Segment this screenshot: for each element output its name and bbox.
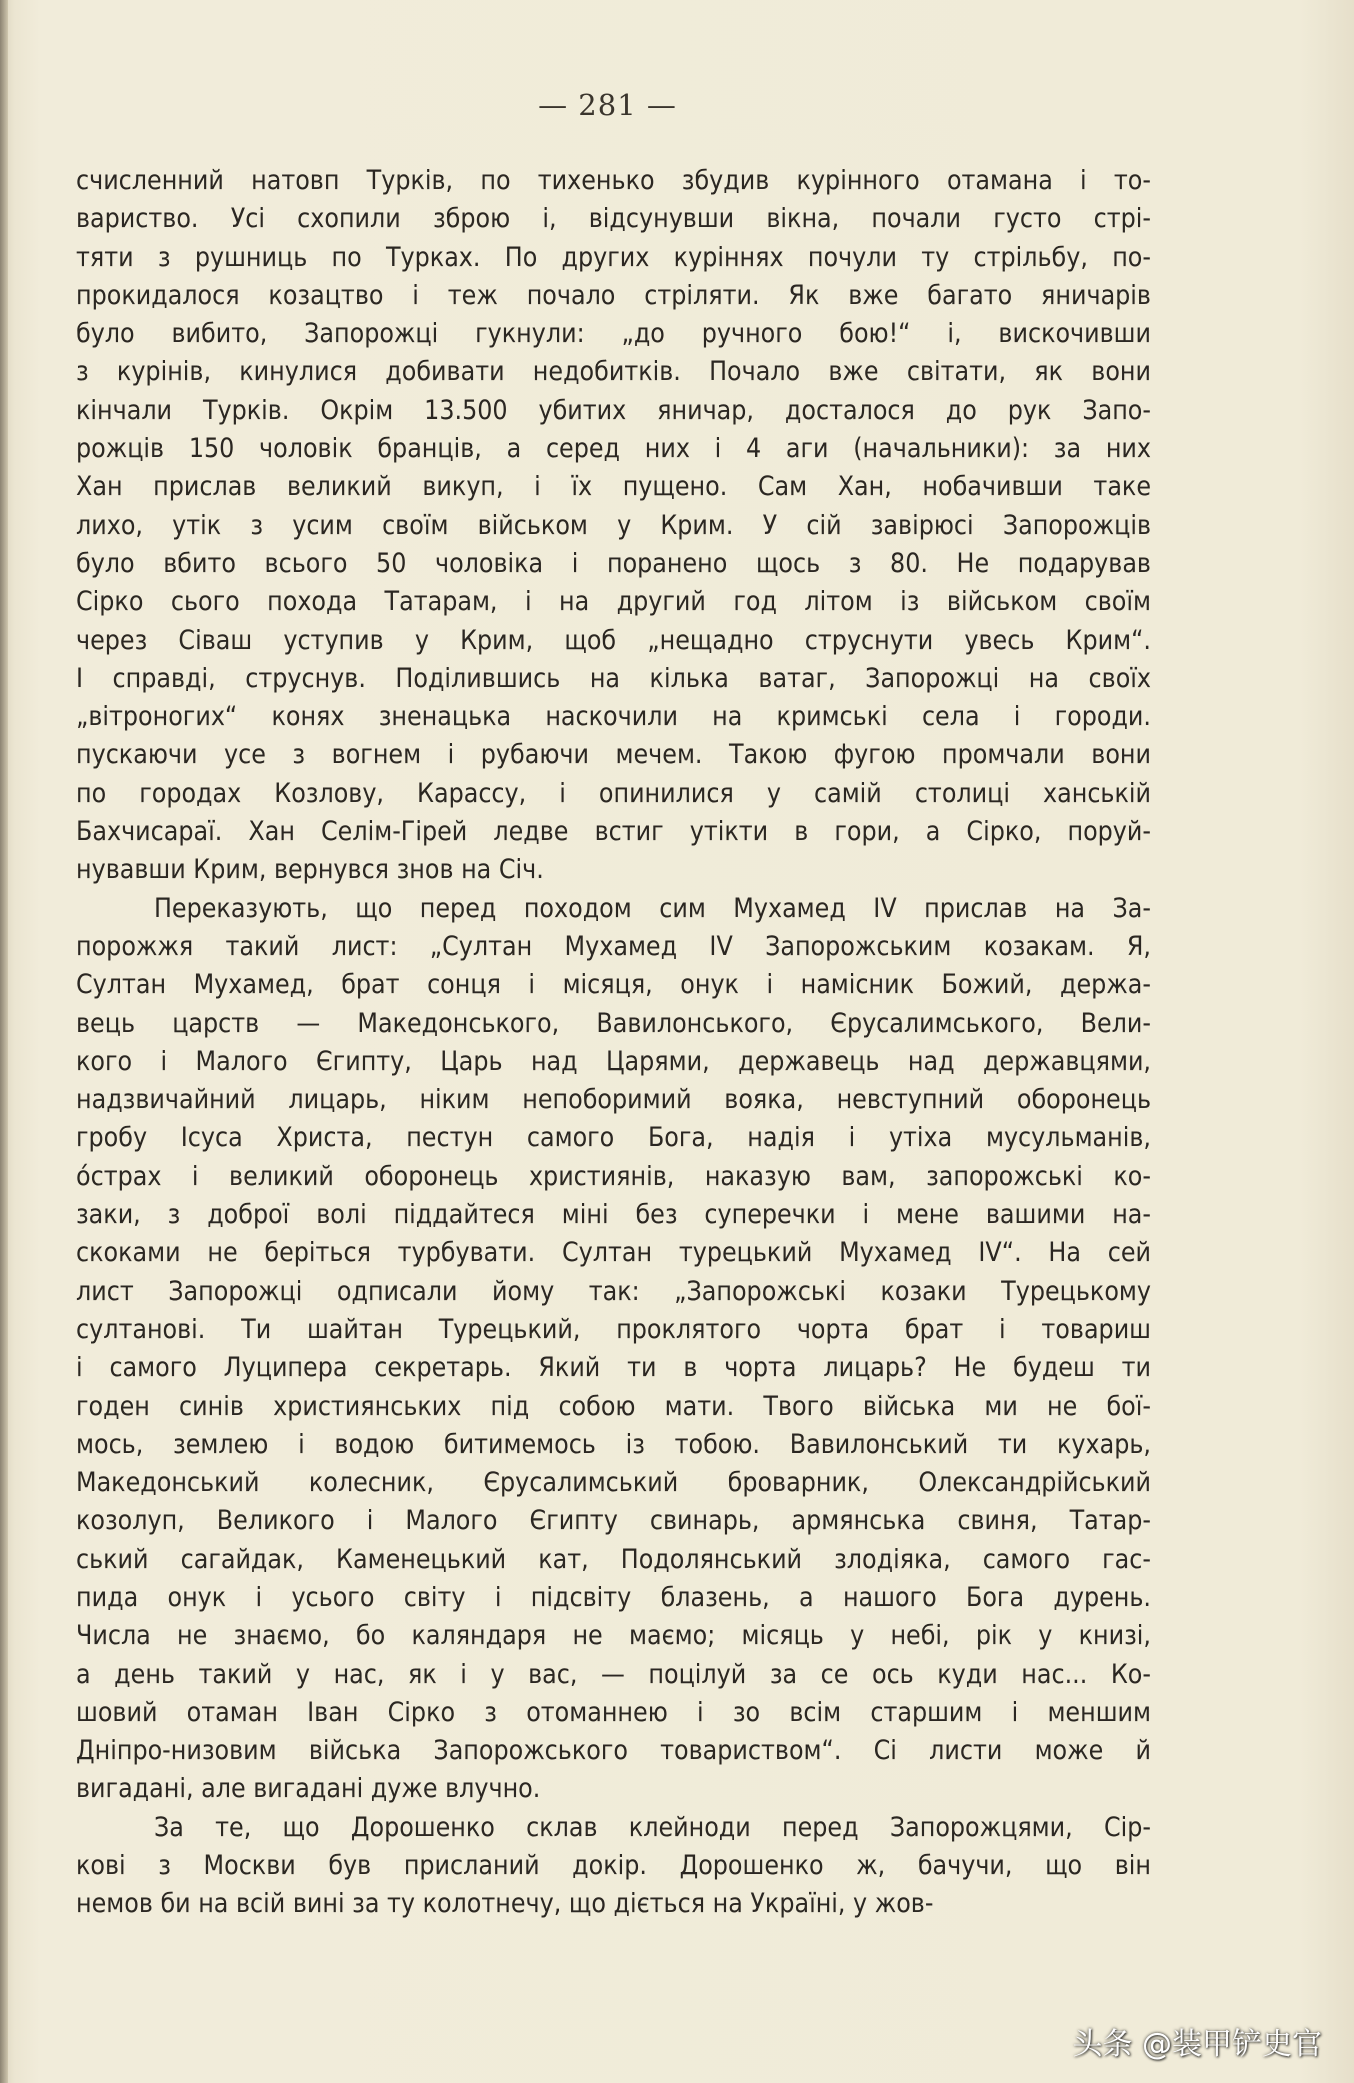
text-line: надзвичайний лицарь, ніким непоборимий вояка, невступний оборонець bbox=[76, 1084, 1151, 1116]
text-line: мось, землею і водою битимемось із тобою. Вавилонський ти кухарь, bbox=[76, 1428, 1151, 1460]
text-line: і самого Луципера секретарь. Який ти в чорта лицарь? Не будеш ти bbox=[76, 1352, 1151, 1384]
text-line: пускаючи усе з вогнем і рубаючи мечем. Такою фугою промчали вони bbox=[76, 739, 1151, 771]
text-line: немов би на всій вині за ту колотнечу, що діється на Україні, у жов- bbox=[76, 1888, 934, 1920]
text-line: вигадані, але вигадані дуже влучно. bbox=[76, 1773, 541, 1805]
text-line: заки, з доброї волі піддайтеся міні без суперечки і мене вашими на- bbox=[76, 1199, 1151, 1231]
text-line: лихо, утік з усим своїм військом у Крим. У сій завірюсі Запорожців bbox=[76, 509, 1151, 541]
text-line: „вітроногих“ конях зненацька наскочили на кримські села і городи. bbox=[76, 701, 1151, 733]
text-line: шовий отаман Іван Сірко з отоманнею і зо всім старшим і меншим bbox=[76, 1696, 1151, 1728]
text-line: скоками не беріться турбувати. Султан турецький Мухамед IV“. На сей bbox=[76, 1237, 1151, 1269]
text-line: по городах Козлову, Карассу, і опинилися у самій столиці ханській bbox=[76, 777, 1151, 809]
text-line: з курінів, кинулися добивати недобитків. Почало вже світати, як вони bbox=[76, 356, 1151, 388]
text-line: годен синів християнських під собою мати. Твого війська ми не бої- bbox=[76, 1390, 1151, 1422]
text-line: Султан Мухамед, брат сонця і місяця, онук і намісник Божий, держа- bbox=[76, 969, 1151, 1001]
text-line: вець царств — Македонського, Вавилонського, Єрусалимського, Вели- bbox=[76, 1007, 1151, 1039]
text-line: Переказують, що перед походом сим Мухамед IV прислав на За- bbox=[154, 892, 1151, 924]
text-line: рожців 150 чоловік бранців, а серед них і 4 аги (начальники): за них bbox=[76, 433, 1151, 465]
text-line: За те, що Дорошенко склав клейноди перед Запорожцями, Сір- bbox=[154, 1811, 1151, 1843]
text-line: прокидалося козацтво і теж почало стріляти. Як вже багато яничарів bbox=[76, 279, 1151, 311]
watermark: 头条 @装甲铲史官 bbox=[1072, 2027, 1322, 2062]
text-line: пида онук і усього світу і підсвіту блазень, а нашого Бога дурень. bbox=[76, 1581, 1151, 1613]
text-line: було вбито всього 50 чоловіка і поранено щось з 80. Не подарував bbox=[76, 547, 1151, 579]
text-line: а день такий у нас, як і у вас, — поцілуй за се ось куди нас... Ко- bbox=[76, 1658, 1151, 1690]
text-line: Бахчисараї. Хан Селім-Гірей ледве встиг утікти в гори, а Сірко, поруй- bbox=[76, 816, 1151, 848]
text-line: султанові. Ти шайтан Турецький, проклятого чорта брат і товариш bbox=[76, 1313, 1151, 1345]
page-number: — 281 — bbox=[538, 88, 677, 122]
text-line: нувавши Крим, вернувся знов на Січ. bbox=[76, 854, 544, 886]
text-line: Дніпро-низовим війська Запорожського товариством“. Сі листи може й bbox=[76, 1735, 1151, 1767]
paragraph bbox=[76, 162, 1151, 890]
text-line: тяти з рушниць по Турках. По других куріннях почули ту стрільбу, по- bbox=[76, 241, 1151, 273]
text-line: Македонський колесник, Єрусалимський броварник, Олександрійський bbox=[76, 1467, 1151, 1499]
text-line: кінчали Турків. Окрім 13.500 убитих яничар, досталося до рук Запо- bbox=[76, 394, 1151, 426]
text-line: Сірко сього похода Татарам, і на другий год літом із військом своїм bbox=[76, 586, 1151, 618]
body-text bbox=[76, 162, 1151, 1924]
text-line: ський сагайдак, Каменецький кат, Подолянський злодіяка, самого гас- bbox=[76, 1543, 1151, 1575]
text-line: вариство. Усі схопили зброю і, відсунувши вікна, почали густо стрі- bbox=[76, 203, 1151, 235]
text-line: лист Запорожці одписали йому так: „Запорожські козаки Турецькому bbox=[76, 1275, 1151, 1307]
text-line: кого і Малого Єгипту, Царь над Царями, державець над державцями, bbox=[76, 1045, 1151, 1077]
text-line: гробу Ісуса Христа, пестун самого Бога, надія і утіха мусульманів, bbox=[76, 1122, 1151, 1154]
paragraph bbox=[76, 890, 1151, 1809]
text-line: Хан прислав великий викуп, і їх пущено. Сам Хан, нобачивши таке bbox=[76, 471, 1151, 503]
text-line: Числа не знаємо, бо каляндаря не маємо; місяць у небі, рік у книзі, bbox=[76, 1620, 1151, 1652]
text-line: кові з Москви був присланий докір. Дорошенко ж, бачучи, що він bbox=[76, 1850, 1151, 1882]
text-line: óстрах і великий оборонець християнів, наказую вам, запорожські ко- bbox=[76, 1160, 1151, 1192]
text-line: порожжя такий лист: „Султан Мухамед IV Запорожським козакам. Я, bbox=[76, 930, 1151, 962]
text-line: було вибито, Запорожці гукнули: „до ручного бою!“ і, вискочивши bbox=[76, 318, 1151, 350]
text-line: І справді, струснув. Поділившись на кілька ватаг, Запорожці на своїх bbox=[76, 662, 1151, 694]
text-line: козолуп, Великого і Малого Єгипту свинарь, армянська свиня, Татар- bbox=[76, 1505, 1151, 1537]
text-line: счисленний натовп Турків, по тихенько збудив курінного отамана і то- bbox=[76, 165, 1151, 196]
paragraph bbox=[76, 1809, 1151, 1924]
text-line: через Сіваш уступив у Крим, щоб „нещадно струснути увесь Крим“. bbox=[76, 624, 1151, 656]
book-spine-edge bbox=[0, 0, 8, 2083]
